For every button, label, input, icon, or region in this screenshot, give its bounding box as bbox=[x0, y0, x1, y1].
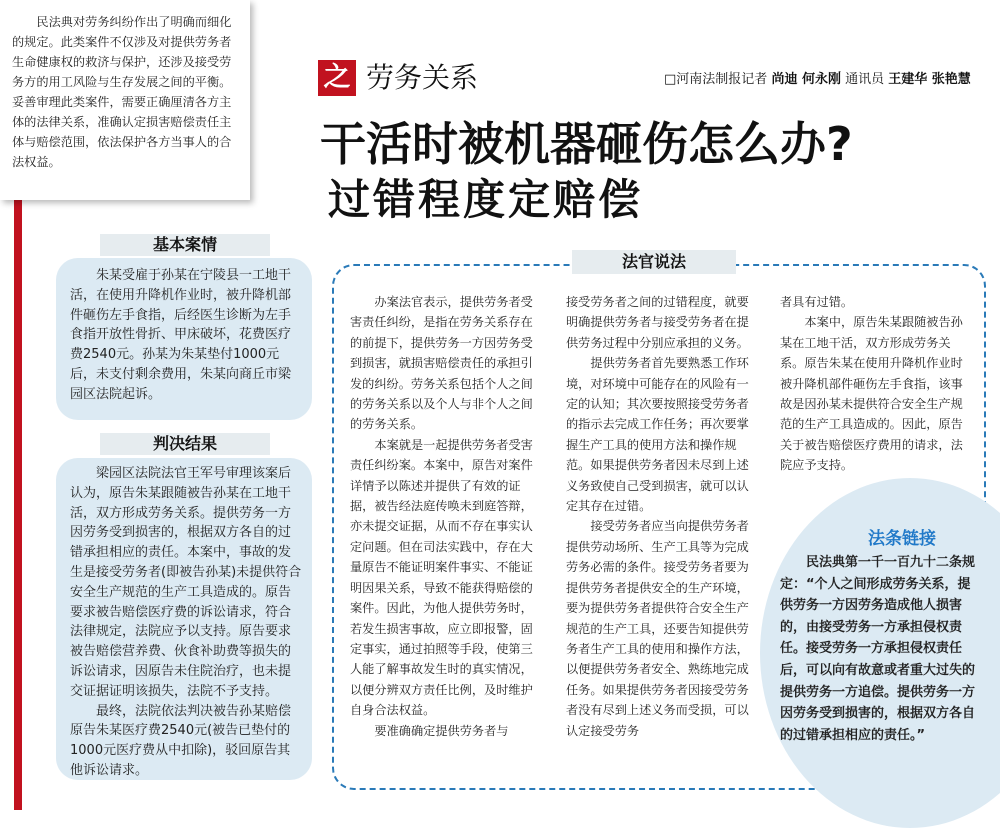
judge-paragraph: 接受劳务者应当向提供劳务者提供劳动场所、生产工具等为完成劳务必需的条件。接受劳务者要为提供劳务者提供安全的生产环境，要为提供劳务者提供符合安全生产规范的生产工具，还要告知提供劳务者生产工具的使用和操作方法，以便提供劳务者安全、熟练地完成任务。如果提供劳务者因接受劳务者没有尽到上述义务而受损，可以认定接受劳务 bbox=[566, 519, 749, 738]
judge-column-2 bbox=[566, 292, 760, 741]
judge-paragraph: 本案就是一起提供劳务者受害责任纠纷案。本案中，原告对案件详情予以陈述并提供了有效的证据，被告经法庭传唤未到庭答辩，亦未提交证据，从而不存在事实认定问题。但在司法实践中，存在大量原告不能证明案件事实、不能证明因果关系，导致不能获得赔偿的案件。因此，为他人提供劳务时，若发生损害事故，应立即报警，固定事实，通过拍照等手段，使第三人能了解事故发生时的真实情况，以便分辨双方责任比例，及时维护自身合法权益。 bbox=[350, 437, 533, 718]
headline-sub: 过错程度定赔偿 bbox=[328, 175, 644, 224]
basic-case-box: 朱某受雇于孙某在宁陵县一工地干活，在使用升降机作业时，被升降机部件砸伤左手食指，后经医生诊断为左手食指开放性骨折、甲床破坏，花费医疗费2540元。孙某为朱某垫付1000元后，未支付剩余费用，朱某向商丘市梁园区法院起诉。 bbox=[56, 258, 312, 420]
byline-prefix: □河南法制报记者 bbox=[664, 72, 768, 87]
headline-main: 干活时被机器砸伤怎么办? bbox=[320, 117, 853, 171]
judge-paragraph: 接受劳务者之间的过错程度，就要明确提供劳务者与接受劳务者在提供劳务过程中分别应承担的义务。 bbox=[566, 295, 749, 350]
judge-paragraph: 提供劳务者首先要熟悉工作环境，对环境中可能存在的风险有一定的认知；其次要按照接受劳务者的指示去完成工作任务；再次要掌握生产工具的使用方法和操作规范。如果提供劳务者因未尽到上述义务致使自己受到损害，就可以认定其存在过错。 bbox=[566, 356, 749, 514]
judge-paragraph: 要准确确定提供劳务者与 bbox=[374, 723, 509, 738]
byline bbox=[664, 68, 971, 87]
judge-column-3 bbox=[780, 292, 968, 476]
byline-reporters: 尚迪 何永刚 bbox=[771, 72, 841, 87]
judge-paragraph: 者具有过错。 bbox=[780, 295, 854, 309]
judge-paragraph: 本案中，原告朱某跟随被告孙某在工地干活，双方形成劳务关系。原告朱某在使用升降机作业时被升降机部件砸伤左手食指，该事故是因孙某未提供符合安全生产规范的生产工具造成的。因此，原告关于被告赔偿医疗费用的请求，法院应予支持。 bbox=[780, 315, 963, 473]
law-link-heading: 法条链接 bbox=[868, 529, 936, 549]
byline-mid: 通讯员 bbox=[845, 72, 885, 87]
verdict-box bbox=[56, 458, 312, 780]
section-label: 劳务关系 bbox=[366, 61, 479, 94]
law-link-text: 民法典第一千一百九十二条规定：“个人之间形成劳务关系，提供劳务一方因劳务造成他人损害的，由接受劳务一方承担侵权责任。接受劳务一方承担侵权责任后，可以向有故意或者重大过失的提供劳务一方追偿。提供劳务一方因劳务受到损害的，根据双方各自的过错承担相应的责任。” bbox=[780, 555, 976, 743]
judge-column-1 bbox=[350, 292, 540, 741]
byline-correspondents: 王建华 张艳慧 bbox=[888, 72, 971, 87]
left-red-bar bbox=[14, 200, 22, 810]
judge-paragraph: 办案法官表示，提供劳务者受害责任纠纷，是指在劳务关系存在的前提下，提供劳务一方因劳务受到损害，就损害赔偿责任的承担引发的纠纷。劳务关系包括个人之间的劳务关系以及个人与非个人之间的劳务关系。 bbox=[350, 295, 533, 432]
intro-note: 民法典对劳务纠纷作出了明确而细化的规定。此类案件不仅涉及对提供劳务者生命健康权的救济与保护，还涉及接受劳务方的用工风险与生存发展之间的平衡。妥善审理此类案件，需要正确厘清各方主体的法律关系，准确认定损害赔偿责任主体与赔偿范围，依法保护各方当事人的合法权益。 bbox=[0, 0, 250, 200]
basic-case-heading: 基本案情 bbox=[100, 234, 270, 256]
verdict-paragraph-2: 最终，法院依法判决被告孙某赔偿原告朱某医疗费2540元(被告已垫付的1000元医疗费从中扣除)，驳回原告其他诉讼请求。 bbox=[70, 703, 292, 778]
verdict-heading: 判决结果 bbox=[100, 433, 270, 455]
verdict-paragraph-1: 梁园区法院法官王军号审理该案后认为，原告朱某跟随被告孙某在工地干活，双方形成劳务关系。提供劳务一方因劳务受到损害的，根据双方各自的过错承担相应的责任。本案中，事故的发生是接受劳务者(即被告孙某)未提供符合安全生产规范的生产工具造成的。原告要求被告赔偿医疗费的诉讼请求，符合法律规定，法院应予以支持。原告要求被告赔偿营养费、伙食补助费等损失的诉讼请求，因原告未住院治疗，也未提交证据证明该损失，法院不予支持。 bbox=[70, 466, 302, 699]
zhi-badge: 之 bbox=[318, 60, 356, 96]
judge-comment-heading: 法官说法 bbox=[572, 250, 736, 274]
section-header bbox=[318, 60, 986, 96]
